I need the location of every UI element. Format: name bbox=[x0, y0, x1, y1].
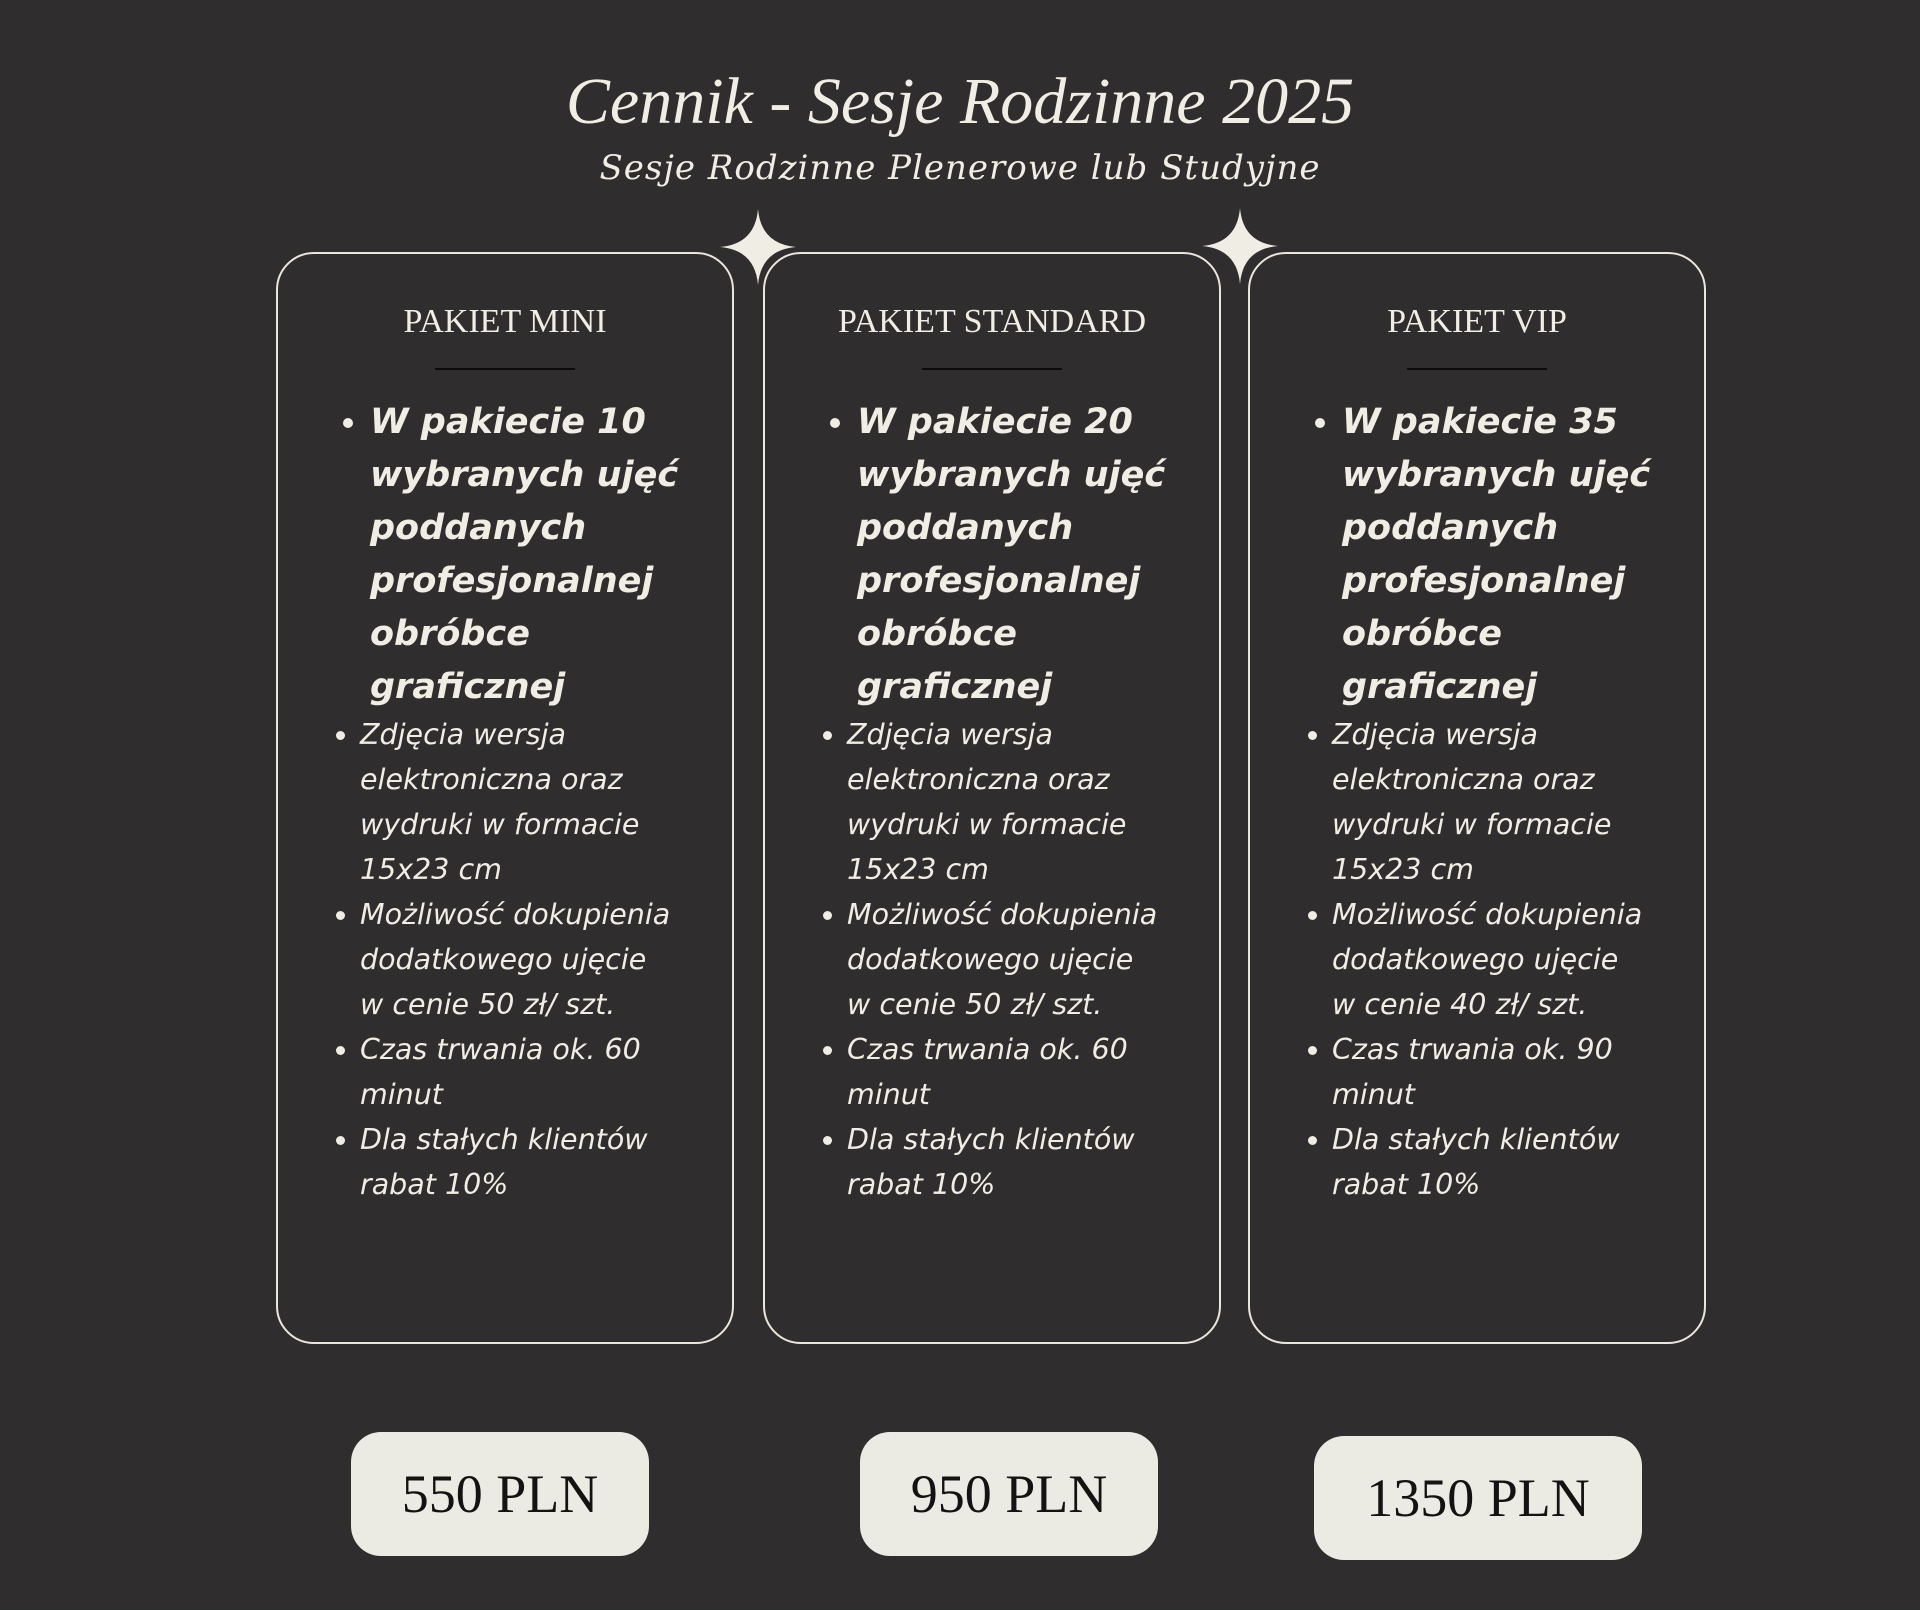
title-divider bbox=[922, 368, 1062, 370]
package-feature-list bbox=[322, 712, 728, 1207]
title-divider bbox=[435, 368, 575, 370]
page-title: Cennik - Sesje Rodzinne 2025 bbox=[565, 65, 1355, 138]
feature-item: • Czas trwania ok. 60 minut bbox=[360, 1027, 728, 1117]
page-subtitle: Sesje Rodzinne Plenerowe lub Studyjne bbox=[599, 148, 1321, 188]
title-divider bbox=[1407, 368, 1547, 370]
package-title: PAKIET STANDARD bbox=[837, 303, 1147, 340]
price-badge-mini: 550 PLN bbox=[351, 1432, 649, 1556]
package-card-mini bbox=[276, 252, 734, 1344]
package-feature-list bbox=[1294, 712, 1700, 1207]
package-feature-list bbox=[809, 712, 1215, 1207]
price-badge-vip: 1350 PLN bbox=[1314, 1436, 1642, 1560]
feature-item: • Czas trwania ok. 90 minut bbox=[1332, 1027, 1700, 1117]
feature-item: • Możliwość dokupienia dodatkowego ujęcie w cenie 50 zł/ szt. bbox=[847, 892, 1215, 1027]
feature-item: • Zdjęcia wersja elektroniczna oraz wydruki w formacie 15x23 cm bbox=[847, 712, 1215, 892]
package-highlight: • W pakiecie 10 wybranych ujęć poddanych profesjonalnej obróbce graficznej bbox=[370, 396, 722, 714]
feature-item: • Zdjęcia wersja elektroniczna oraz wydruki w formacie 15x23 cm bbox=[1332, 712, 1700, 892]
package-highlight-list bbox=[1294, 396, 1694, 714]
package-highlight: • W pakiecie 20 wybranych ujęć poddanych profesjonalnej obróbce graficznej bbox=[857, 396, 1209, 714]
price-badge-standard: 950 PLN bbox=[860, 1432, 1158, 1556]
feature-item: • Możliwość dokupienia dodatkowego ujęcie w cenie 50 zł/ szt. bbox=[360, 892, 728, 1027]
feature-item: • Możliwość dokupienia dodatkowego ujęcie w cenie 40 zł/ szt. bbox=[1332, 892, 1700, 1027]
feature-item: • Czas trwania ok. 60 minut bbox=[847, 1027, 1215, 1117]
package-highlight: • W pakiecie 35 wybranych ujęć poddanych profesjonalnej obróbce graficznej bbox=[1342, 396, 1694, 714]
feature-item: • Dla stałych klientów rabat 10% bbox=[1332, 1117, 1700, 1207]
package-highlight-list bbox=[322, 396, 722, 714]
package-card-vip bbox=[1248, 252, 1706, 1344]
package-title: PAKIET MINI bbox=[403, 303, 607, 340]
package-card-standard bbox=[763, 252, 1221, 1344]
feature-item: • Dla stałych klientów rabat 10% bbox=[360, 1117, 728, 1207]
feature-item: • Zdjęcia wersja elektroniczna oraz wydruki w formacie 15x23 cm bbox=[360, 712, 728, 892]
feature-item: • Dla stałych klientów rabat 10% bbox=[847, 1117, 1215, 1207]
package-title: PAKIET VIP bbox=[1387, 303, 1567, 340]
package-highlight-list bbox=[809, 396, 1209, 714]
